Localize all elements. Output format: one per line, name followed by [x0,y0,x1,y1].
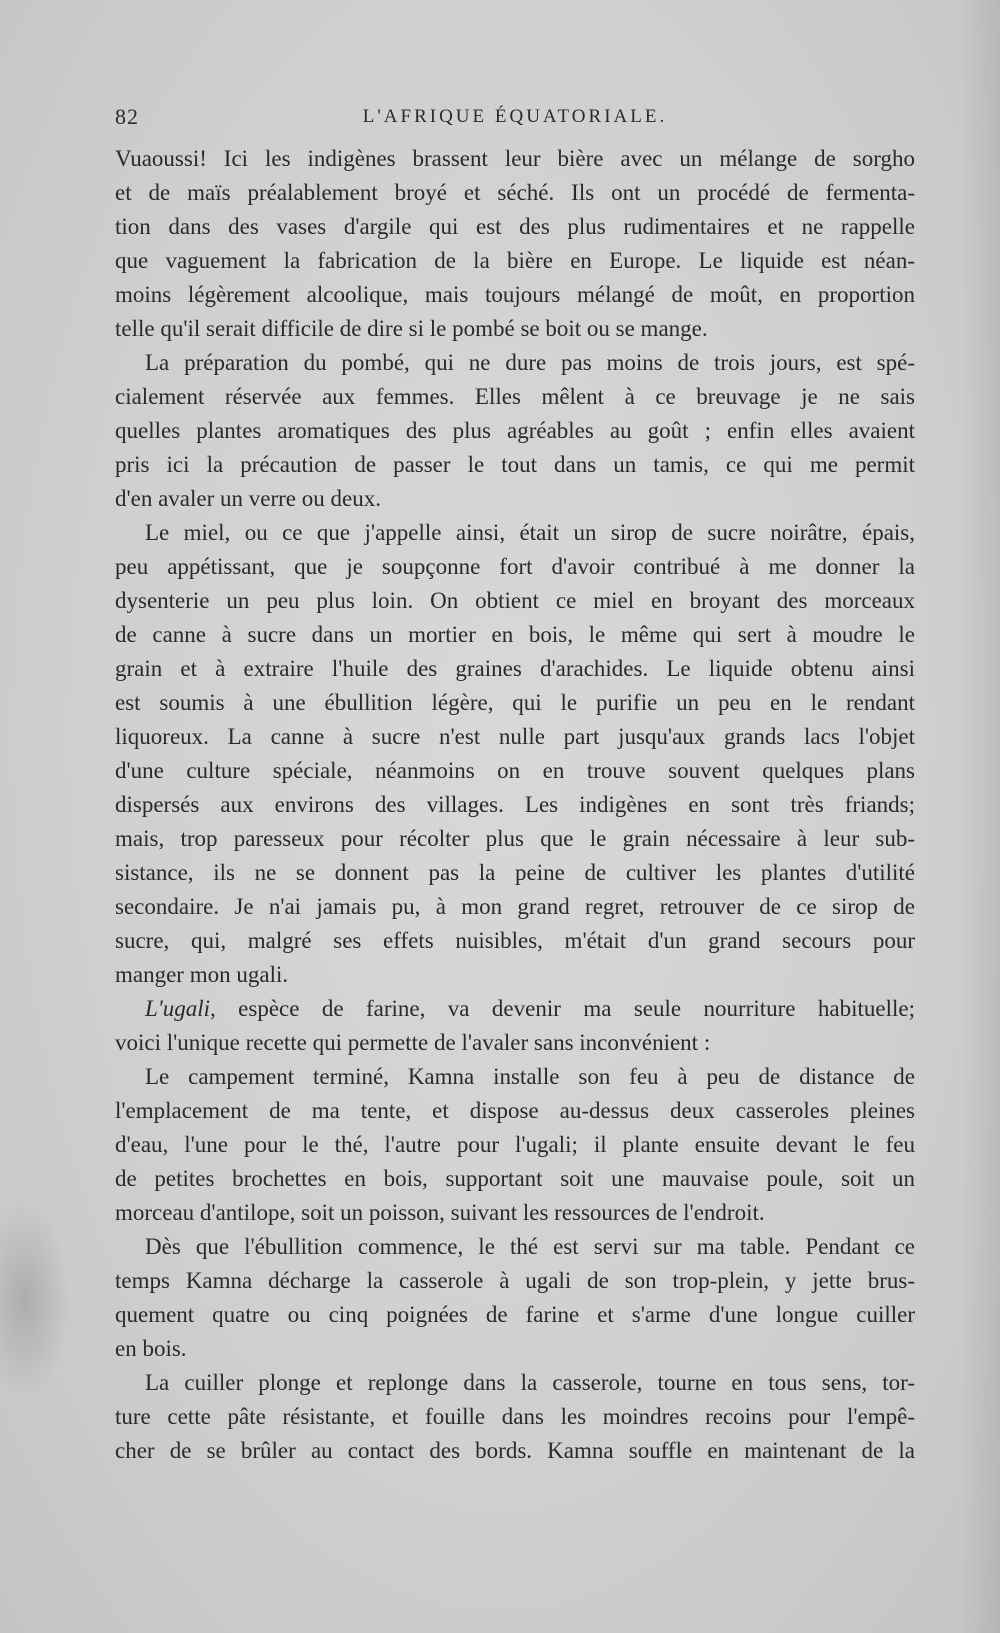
text-line: de petites brochettes en bois, supportant soit une mauvaise poule, soit un [115,1166,915,1191]
text-line: Le campement terminé, Kamna installe son feu à peu de distance de [145,1064,915,1089]
text-line: mais, trop paresseux pour récolter plus que le grain nécessaire à leur sub- [115,826,915,851]
text-line: temps Kamna décharge la casserole à ugali de son trop-plein, y jette brus- [115,1268,915,1293]
text-line: dispersés aux environs des villages. Les indigènes en sont très friands; [115,792,915,817]
text-line: d'une culture spéciale, néanmoins on en trouve souvent quelques plans [115,758,915,783]
text-line: secondaire. Je n'ai jamais pu, à mon grand regret, retrouver de ce sirop de [115,894,915,919]
text-line: pris ici la précaution de passer le tout dans un tamis, ce qui me permit [115,452,915,477]
text-line: telle qu'il serait difficile de dire si le pombé se boit ou se mange. [115,316,708,341]
text-line: de canne à sucre dans un mortier en bois, le même qui sert à moudre le [115,622,915,647]
text-line: liquoreux. La canne à sucre n'est nulle part jusqu'aux grands lacs l'objet [115,724,915,749]
text-line: manger mon ugali. [115,962,289,987]
text-line: quelles plantes aromatiques des plus agréables au goût ; enfin elles avaient [115,418,915,443]
text-line: moins légèrement alcoolique, mais toujours mélangé de moût, en proportion [115,282,915,307]
text-line: cialement réservée aux femmes. Elles mêlent à ce breuvage je ne sais [115,384,915,409]
text-line: l'emplacement de ma tente, et dispose au-dessus deux casseroles pleines [115,1098,915,1123]
page-body [115,142,915,1468]
ugali-term: L'ugali, [145,996,216,1021]
running-title: L'AFRIQUE ÉQUATORIALE. [362,106,668,127]
text-line: La préparation du pombé, qui ne dure pas moins de trois jours, est spé- [145,350,915,375]
text-line: sistance, ils ne se donnent pas la peine de cultiver les plantes d'utilité [115,860,915,885]
text-line: que vaguement la fabrication de la bière en Europe. Le liquide est néan- [115,248,915,273]
text-line: grain et à extraire l'huile des graines d'arachides. Le liquide obtenu ainsi [115,656,915,681]
page-number: 82 [115,104,139,129]
text-line: d'en avaler un verre ou deux. [115,486,381,511]
text-line: Vuaoussi! Ici les indigènes brassent leur bière avec un mélange de sorgho [115,146,915,171]
text-line: Dès que l'ébullition commence, le thé est servi sur ma table. Pendant ce [145,1234,915,1259]
text-line: cher de se brûler au contact des bords. Kamna souffle en maintenant de la [115,1438,915,1463]
text-line [115,992,915,1026]
paper-stain [0,1200,70,1400]
text-line: quement quatre ou cinq poignées de farine et s'arme d'une longue cuiller [115,1302,915,1327]
text-line: en bois. [115,1336,187,1361]
text-line: tion dans des vases d'argile qui est des plus rudimentaires et ne rappelle [115,214,915,239]
text-line: d'eau, l'une pour le thé, l'autre pour l'ugali; il plante ensuite devant le feu [115,1132,915,1157]
text-line: ture cette pâte résistante, et fouille dans les moindres recoins pour l'empê- [115,1404,915,1429]
text-line: morceau d'antilope, soit un poisson, suivant les ressources de l'endroit. [115,1200,765,1225]
text-line: voici l'unique recette qui permette de l'avaler sans inconvénient : [115,1030,711,1055]
text-line: dysenterie un peu plus loin. On obtient ce miel en broyant des morceaux [115,588,915,613]
text-line: sucre, qui, malgré ses effets nuisibles, m'était d'un grand secours pour [115,928,915,953]
text-line: Le miel, ou ce que j'appelle ainsi, était un sirop de sucre noirâtre, épais, [145,520,915,545]
text-line: est soumis à une ébullition légère, qui le purifie un peu en le rendant [115,690,915,715]
page-edge-shadow [960,0,1000,1633]
text-line-rest: espèce de farine, va devenir ma seule nourriture habituelle; [238,996,915,1021]
text-line: peu appétissant, que je soupçonne fort d'avoir contribué à me donner la [115,554,915,579]
text-line: et de maïs préalablement broyé et séché. Ils ont un procédé de fermenta- [115,180,915,205]
text-line: La cuiller plonge et replonge dans la casserole, tourne en tous sens, tor- [145,1370,915,1395]
page-header [115,104,915,134]
